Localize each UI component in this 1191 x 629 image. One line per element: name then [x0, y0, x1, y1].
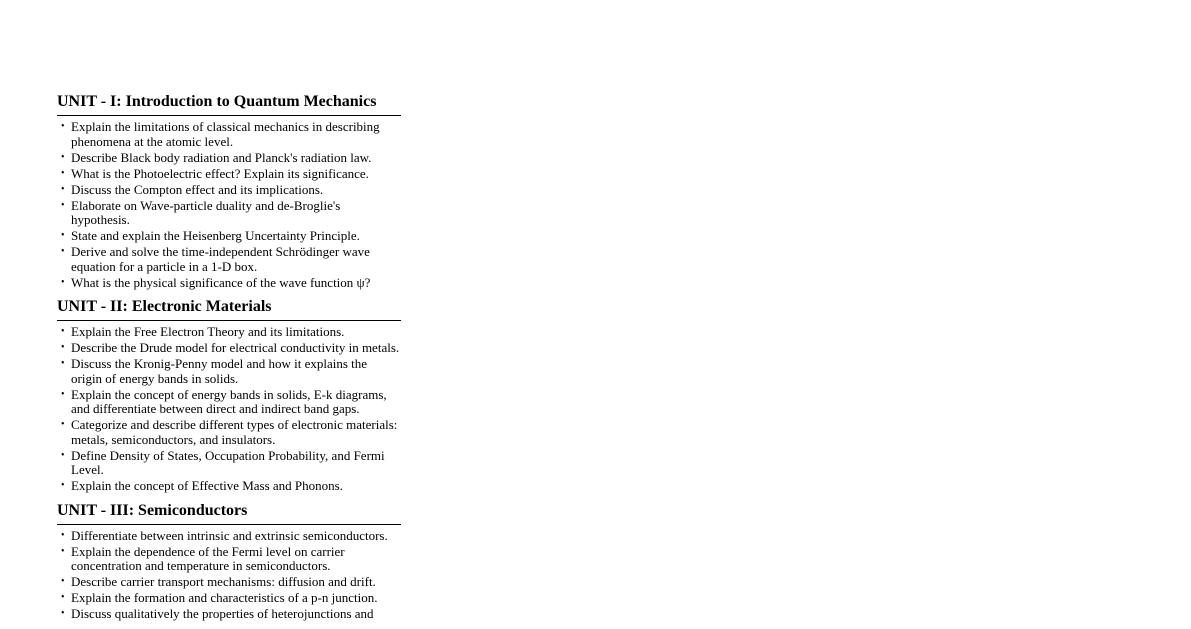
bullet-icon: • [61, 545, 65, 557]
bullet-icon: • [61, 358, 65, 369]
question-text: Describe the Drude model for electrical conductivity in metals. [71, 340, 400, 355]
bullet-icon: • [61, 199, 65, 211]
question-text: Explain the dependence of the Fermi level on carrier concentration and temperature in semiconductors. [71, 543, 345, 573]
bullet-icon: • [61, 592, 65, 603]
bullet-icon: • [61, 480, 65, 491]
question-text: Describe carrier transport mechanisms: diffusion and drift. [71, 574, 376, 589]
unit-heading: UNIT - II: Electronic Materials [57, 297, 401, 321]
list-item [57, 418, 401, 447]
list-item [57, 449, 401, 478]
list-item [57, 325, 401, 340]
bullet-icon: • [61, 276, 65, 288]
bullet-icon: • [61, 449, 65, 461]
unit-section-3 [57, 501, 401, 622]
question-document [57, 92, 401, 629]
bullet-icon: • [61, 326, 65, 337]
unit-section-1 [57, 92, 401, 290]
list-item [57, 183, 401, 198]
question-text: Explain the Free Electron Theory and its limitations. [71, 324, 345, 339]
list-item [57, 229, 401, 244]
list-item [57, 151, 401, 166]
question-text: Derive and solve the time-independent Schrödinger wave equation for a particle in a 1-D box. [71, 244, 370, 274]
list-item [57, 357, 401, 386]
question-text: Define Density of States, Occupation Probability, and Fermi Level. [71, 447, 385, 477]
question-list [57, 325, 401, 494]
unit-heading: UNIT - I: Introduction to Quantum Mechanics [57, 92, 401, 116]
list-item [57, 591, 401, 606]
bullet-icon: • [61, 121, 65, 132]
question-text: Categorize and describe different types of electronic materials: metals, semiconductors, and insulators. [71, 417, 398, 447]
question-text: Explain the concept of Effective Mass and Phonons. [71, 478, 343, 493]
question-text: Elaborate on Wave-particle duality and de-Broglie's hypothesis. [71, 197, 341, 227]
list-item [57, 388, 401, 417]
question-text: Explain the concept of energy bands in solids, E-k diagrams, and differentiate between direct and indirect band gaps. [71, 386, 387, 416]
question-text: State and explain the Heisenberg Uncertainty Principle. [71, 228, 360, 243]
bullet-icon: • [61, 167, 65, 179]
question-text: Discuss the Kronig-Penny model and how it explains the origin of energy bands in solids. [71, 356, 368, 386]
list-item [57, 276, 401, 291]
bullet-icon: • [61, 342, 65, 353]
bullet-icon: • [61, 230, 65, 241]
list-item [57, 575, 401, 590]
bullet-icon: • [61, 183, 65, 195]
question-text: Explain the formation and characteristics of a p-n junction. [71, 590, 378, 605]
bullet-icon: • [61, 529, 65, 541]
bullet-icon: • [61, 419, 65, 430]
bullet-icon: • [61, 246, 65, 257]
question-text: Discuss qualitatively the properties of heterojunctions and [71, 606, 374, 621]
question-text: Explain the limitations of classical mechanics in describing phenomena at the atomic level. [71, 119, 380, 149]
list-item [57, 479, 401, 494]
question-text: Differentiate between intrinsic and extrinsic semiconductors. [71, 527, 388, 543]
list-item [57, 167, 401, 182]
question-list [57, 529, 401, 622]
unit-section-2 [57, 297, 401, 494]
list-item [57, 245, 401, 274]
unit-heading: UNIT - III: Semiconductors [57, 501, 401, 525]
bullet-icon: • [61, 388, 65, 400]
list-item [57, 120, 401, 149]
list-item [57, 341, 401, 356]
list-item [57, 199, 401, 228]
question-text: What is the Photoelectric effect? Explain its significance. [71, 165, 369, 181]
bullet-icon: • [61, 576, 65, 587]
bullet-icon: • [61, 151, 65, 163]
list-item [57, 607, 401, 622]
question-list [57, 120, 401, 290]
bullet-icon: • [61, 608, 65, 619]
list-item [57, 545, 401, 574]
question-text: Describe Black body radiation and Planck's radiation law. [71, 149, 372, 165]
list-item [57, 529, 401, 544]
question-text: What is the physical significance of the wave function ψ? [71, 274, 371, 290]
question-text: Discuss the Compton effect and its implications. [71, 181, 324, 197]
